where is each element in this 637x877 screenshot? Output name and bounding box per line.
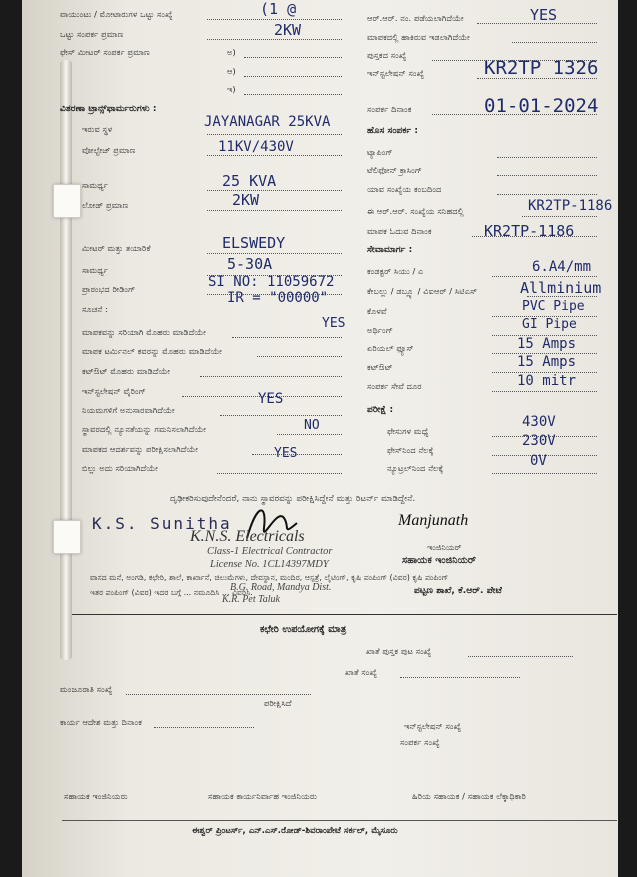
- label-conductor: ಕಂಡಕ್ಟರ್ ಸಿಯು / ಎ: [367, 266, 424, 276]
- label-inst-no: ಇನ್‌ಸ್ಟಲೇಷನ್ ಸಂಖ್ಯೆ: [404, 721, 462, 731]
- label-meter-make: ಮೀಟರ್ ಮತ್ತು ತಯಾರಿಕೆ: [82, 243, 151, 253]
- label-distance: ಸಂಪರ್ಕ ಸೇವೆ ದೂರ: [367, 381, 422, 391]
- label-book: ಪುಸ್ತಕದ ಸಂಖ್ಯೆ: [367, 50, 407, 60]
- hand-installation-no: KR2TP 1326: [484, 57, 599, 79]
- signature-accountant: ಹಿರಿಯ ಸಹಾಯಕ / ಸಹಾಯಕ ಲೆಕ್ಕಾಧಿಕಾರಿ: [412, 791, 526, 801]
- label-sanction: ಮಂಜೂರಾತಿ ಸಂಖ್ಯೆ: [60, 684, 113, 694]
- heading-transformers: ವಿತರಣಾ ಟ್ರಾನ್ಸ್‌ಫಾರ್ಮರುಗಳು :: [60, 104, 157, 114]
- label-account: ಖಾತೆ ಸಂಖ್ಯೆ: [345, 667, 378, 677]
- hand-yes-2: YES: [258, 391, 284, 407]
- label-rr: ಆರ್.ಆರ್. ನಂ. ಪಡೆಯಲಾಗಿದೆಯೇ: [367, 13, 464, 23]
- hand-pipe: PVC Pipe: [522, 299, 585, 314]
- label-phase-between: ಫೇಸುಗಳ ಮಧ್ಯೆ: [387, 426, 429, 436]
- hand-yes-top: YES: [530, 6, 558, 24]
- hand-no: NO: [304, 418, 320, 433]
- binder-rod: [60, 60, 72, 660]
- binder-clip-top: [53, 184, 81, 218]
- hand-connection-date: 01-01-2024: [484, 95, 599, 117]
- label-near-pole: ಯಾವ ಸಂಖ್ಯೆಯ ಕಂಬದಿಂದ: [367, 184, 442, 194]
- divider-office: [72, 614, 617, 615]
- hand-earthing: GI Pipe: [522, 317, 577, 332]
- hand-capacity: 25 KVA: [222, 172, 277, 190]
- label-a3: ಇ): [227, 84, 236, 94]
- declaration-text: ದೃಢೀಕರಿಸುವುದೇನೆಂದರೆ, ನಾನು ಸ್ಥಾವರವನ್ನು ಪರೀಕ್ಷಿಸಿದ್ದೇನೆ ಮತ್ತು ರಿಟರ್ನ್ ಮಾಡಿದ್ದೇನೆ.: [170, 494, 416, 504]
- hand-neutral-earth: 0V: [530, 453, 547, 469]
- label-checked: ಪರೀಕ್ಷಿಸಿದೆ: [264, 698, 292, 708]
- label-a2: ಆ): [227, 66, 236, 76]
- hand-phase-between: 430V: [522, 414, 556, 430]
- hand-meter-make: ELSWEDY: [222, 234, 286, 252]
- hand-rr-near: KR2TP-1186: [528, 198, 613, 214]
- hand-total-load: 2KW: [274, 21, 302, 39]
- label-meter-capacity: ಸಾಮರ್ಥ್ಯ: [82, 265, 108, 275]
- heading-new-connection: ಹೊಸ ಸಂಪರ್ಕ :: [367, 126, 419, 136]
- label-fuse: ಏರಿಯಲ್ ಫ್ಯೂಸ್: [367, 343, 414, 353]
- divider-footer: [62, 820, 617, 821]
- hand-load: 2KW: [232, 191, 260, 209]
- label-note: ಸೂಚನೆ :: [82, 304, 108, 314]
- category-text-2: ಇತರ ಪಂಪಿಂಗ್ (ವಿವರ) ಇದರ ಬಗ್ಗೆ ... ನಮೂದಿಸಿ ... ವಿವರಿಸಿ.: [90, 588, 253, 597]
- label-motor-count: ವಾಯುಂಟು / ಮೋಟಾರುಗಳ ಒಟ್ಟು ಸಂಖ್ಯೆ: [60, 9, 173, 19]
- label-check-4: ಇನ್‌ಸ್ಟಲೇಷನ್ ವೈರಿಂಗ್: [82, 386, 146, 396]
- stamp-line-5: K.R. Pet Taluk: [222, 594, 280, 605]
- label-phase-earth: ಫೇಸ್‌ನಿಂದ ನೆಲಕ್ಕೆ: [387, 445, 434, 455]
- heading-service: ಸೇವಾಮಾರ್ಗ :: [367, 245, 413, 255]
- label-connection-date: ಸಂಪರ್ಕ ದಿನಾಂಕ: [367, 104, 412, 114]
- hand-cable: Allminium: [520, 279, 602, 297]
- label-cable: ಕೇಬಲ್ಲು / ಡಬ್ಲ್ಯೂ / ವಿಐಆರ್ / ಸಿಟಿಎಸ್: [367, 286, 478, 296]
- label-check-5: ನಿಯಮಗಳಿಗೆ ಅನುಸಾರವಾಗಿದೆಯೇ: [82, 405, 175, 415]
- stamp-line-2: Class-1 Electrical Contractor: [207, 546, 333, 557]
- label-voltage: ವೋಲ್ಟೇಜ್ ಪ್ರಮಾಣ: [82, 145, 136, 155]
- label-check-3: ಕಟ್‌ಔಟ್ ಮೊಹರು ಮಾಡಿದೆಯೇ: [82, 366, 171, 376]
- label-initial-reading: ಪ್ರಾರಂಭದ ರೀಡಿಂಗ್: [82, 284, 136, 294]
- signature-asst-exec-engineer: ಸಹಾಯಕ ಕಾರ್ಯನಿರ್ವಾಹ ಇಂಜಿನಿಯರು: [208, 791, 318, 801]
- label-cutout: ಕಟ್‌ಔಟ್: [367, 362, 393, 372]
- signature-asst-engineer: ಸಹಾಯಕ ಇಂಜಿನಿಯರು: [64, 791, 128, 801]
- engineer-label: ಇಂಜಿನಿಯರ್: [427, 543, 462, 552]
- signature-name: K.S. Sunitha: [92, 514, 232, 533]
- stamp-line-4: B.G. Road, Mandya Dist.: [230, 582, 332, 593]
- hand-voltage: 11KV/430V: [218, 139, 294, 155]
- hand-fuse: 15 Amps: [517, 336, 577, 352]
- label-ledger-page: ಖಾತೆ ಪುಸ್ತಕ ಪುಟ ಸಂಖ್ಯೆ: [366, 646, 432, 656]
- label-phase-meter: ಫೇಸ್ ಮೀಟರ್ ಸಂಪರ್ಕ ಪ್ರಮಾಣ: [60, 47, 150, 57]
- label-work-order: ಕಾರ್ಯ ಆದೇಶ ಮತ್ತು ದಿನಾಂಕ: [60, 717, 143, 727]
- binder-clip-bottom: [53, 520, 81, 554]
- hand-cutout: 15 Amps: [517, 354, 577, 370]
- form-sheet: [22, 0, 618, 877]
- label-rr-near: ಈ ಆರ್.ಆರ್. ಸಂಖ್ಯೆಯ ಸನಿಹದಲ್ಲಿ: [367, 206, 464, 216]
- label-conn-no: ಸಂಪರ್ಕ ಸಂಖ್ಯೆ: [400, 737, 440, 747]
- label-earthing: ಅರ್ಥಿಂಗ್: [367, 325, 393, 335]
- label-check-8: ಬಿಲ್ಲು ಅದು ಸರಿಯಾಗಿದೆಯೇ: [82, 463, 158, 473]
- ward-label: ಪಟ್ಟಣ ಶಾಖೆ, ಕೆ.ಆರ್. ಪೇಟೆ: [414, 586, 502, 596]
- hand-top: (1 @: [260, 0, 297, 18]
- label-a1: ಅ): [227, 47, 236, 57]
- label-check-2: ಮಾಪಕ ಟರ್ಮಿನಲ್ ಕವರನ್ನು ಮೊಹರು ಮಾಡಿದೆಯೇ: [82, 346, 222, 356]
- hand-yes-3: YES: [274, 446, 298, 461]
- label-tapping: ಟ್ಯಾಪಿಂಗ್: [367, 147, 393, 157]
- hand-distance: 10 mitr: [517, 373, 577, 389]
- printer-footer: ಈಶ್ವರ್ ಪ್ರಿಂಟರ್ಸ್, ಎನ್.ಎಸ್.ರೋಡ್-ಶಿವರಾಂಪೇಟೆ ಸರ್ಕಲ್, ಮೈಸೂರು: [192, 825, 398, 835]
- category-text: ವಾಸದ ಮನೆ, ಅಂಗಡಿ, ಕಛೇರಿ, ಶಾಲೆ, ಕಾರ್ಖಾನೆ, ಚಿಲುಮೆಗಳು, ದೇವಸ್ಥಾನ, ಮಂದಿರ, ಆಸ್ಪತ್ರೆ, ಲೈಟಿಂಗ್, ಕೃಷಿ ಪಂಪಿಂಗ್ (ವಿವರ) ಕೃಷಿ ಪಂಪಿಂಗ್: [90, 573, 449, 582]
- asst-engineer-label: ಸಹಾಯಕ ಇಂಜಿನಿಯರ್: [402, 555, 477, 566]
- hand-phase-earth: 230V: [522, 433, 556, 449]
- office-use-heading: ಕಛೇರಿ ಉಪಯೋಗಕ್ಕೆ ಮಾತ್ರ: [260, 624, 347, 635]
- label-place: ಇರುವ ಸ್ಥಳ: [82, 124, 113, 134]
- signature-right: Manjunath: [398, 512, 469, 529]
- heading-test: ಪರೀಕ್ಷೆ :: [367, 405, 394, 415]
- label-load: ಲೋಡ್ ಪ್ರಮಾಣ: [82, 200, 129, 210]
- hand-meter-date: KR2TP-1186: [484, 222, 575, 240]
- label-phone-crossing: ಟೆಲಿಫೋನ್ ಕ್ರಾಸಿಂಗ್: [367, 165, 423, 175]
- hand-reading: IR = "00000": [227, 290, 329, 306]
- hand-place: JAYANAGAR 25KVA: [204, 114, 331, 130]
- label-ledger: ಮಾಪಕದಲ್ಲಿ ಹಾಕಿರುವ ಇಡಲಾಗಿದೆಯೇ: [367, 32, 470, 42]
- stamp-line-3: License No. 1CL14397MDY: [210, 559, 329, 570]
- label-check-7: ಮಾಪಕದ ಆದರ್ಶವನ್ನು ಪರೀಕ್ಷಿಸಲಾಗಿದೆಯೇ: [82, 444, 199, 454]
- hand-conductor: 6.A4/mm: [532, 259, 592, 275]
- label-meter-date: ಮಾಪಕ ಓದುವ ದಿನಾಂಕ: [367, 226, 432, 236]
- stamp-line-1: K.N.S. Electricals: [190, 528, 305, 545]
- label-total-load: ಒಟ್ಟು ಸಂಪರ್ಕ ಪ್ರಮಾಣ: [60, 29, 124, 39]
- label-check-1: ಮಾಪಕವನ್ನು ಸರಿಯಾಗಿ ಮೊಹರು ಮಾಡಿದೆಯೇ: [82, 327, 206, 337]
- label-installation-no: ಇನ್‌ಸ್ಟಲೇಷನ್ ಸಂಖ್ಯೆ: [367, 68, 425, 78]
- label-check-6: ಸ್ಥಾವರದಲ್ಲಿ ನ್ಯೂನತೆಯನ್ನು ಗಮನಿಸಲಾಗಿದೆಯೇ: [82, 424, 207, 434]
- hand-meter-capacity: 5-30A: [227, 255, 273, 273]
- hand-yes-1: YES: [322, 316, 346, 331]
- label-capacity: ಸಾಮರ್ಥ್ಯ: [82, 180, 108, 190]
- label-neutral-earth: ನ್ಯೂಟ್ರಲ್‌ನಿಂದ ನೆಲಕ್ಕೆ: [387, 463, 444, 473]
- hand-serial: SI NO: 11059672: [208, 274, 335, 290]
- label-pipe: ಕೊಳವೆ: [367, 306, 387, 316]
